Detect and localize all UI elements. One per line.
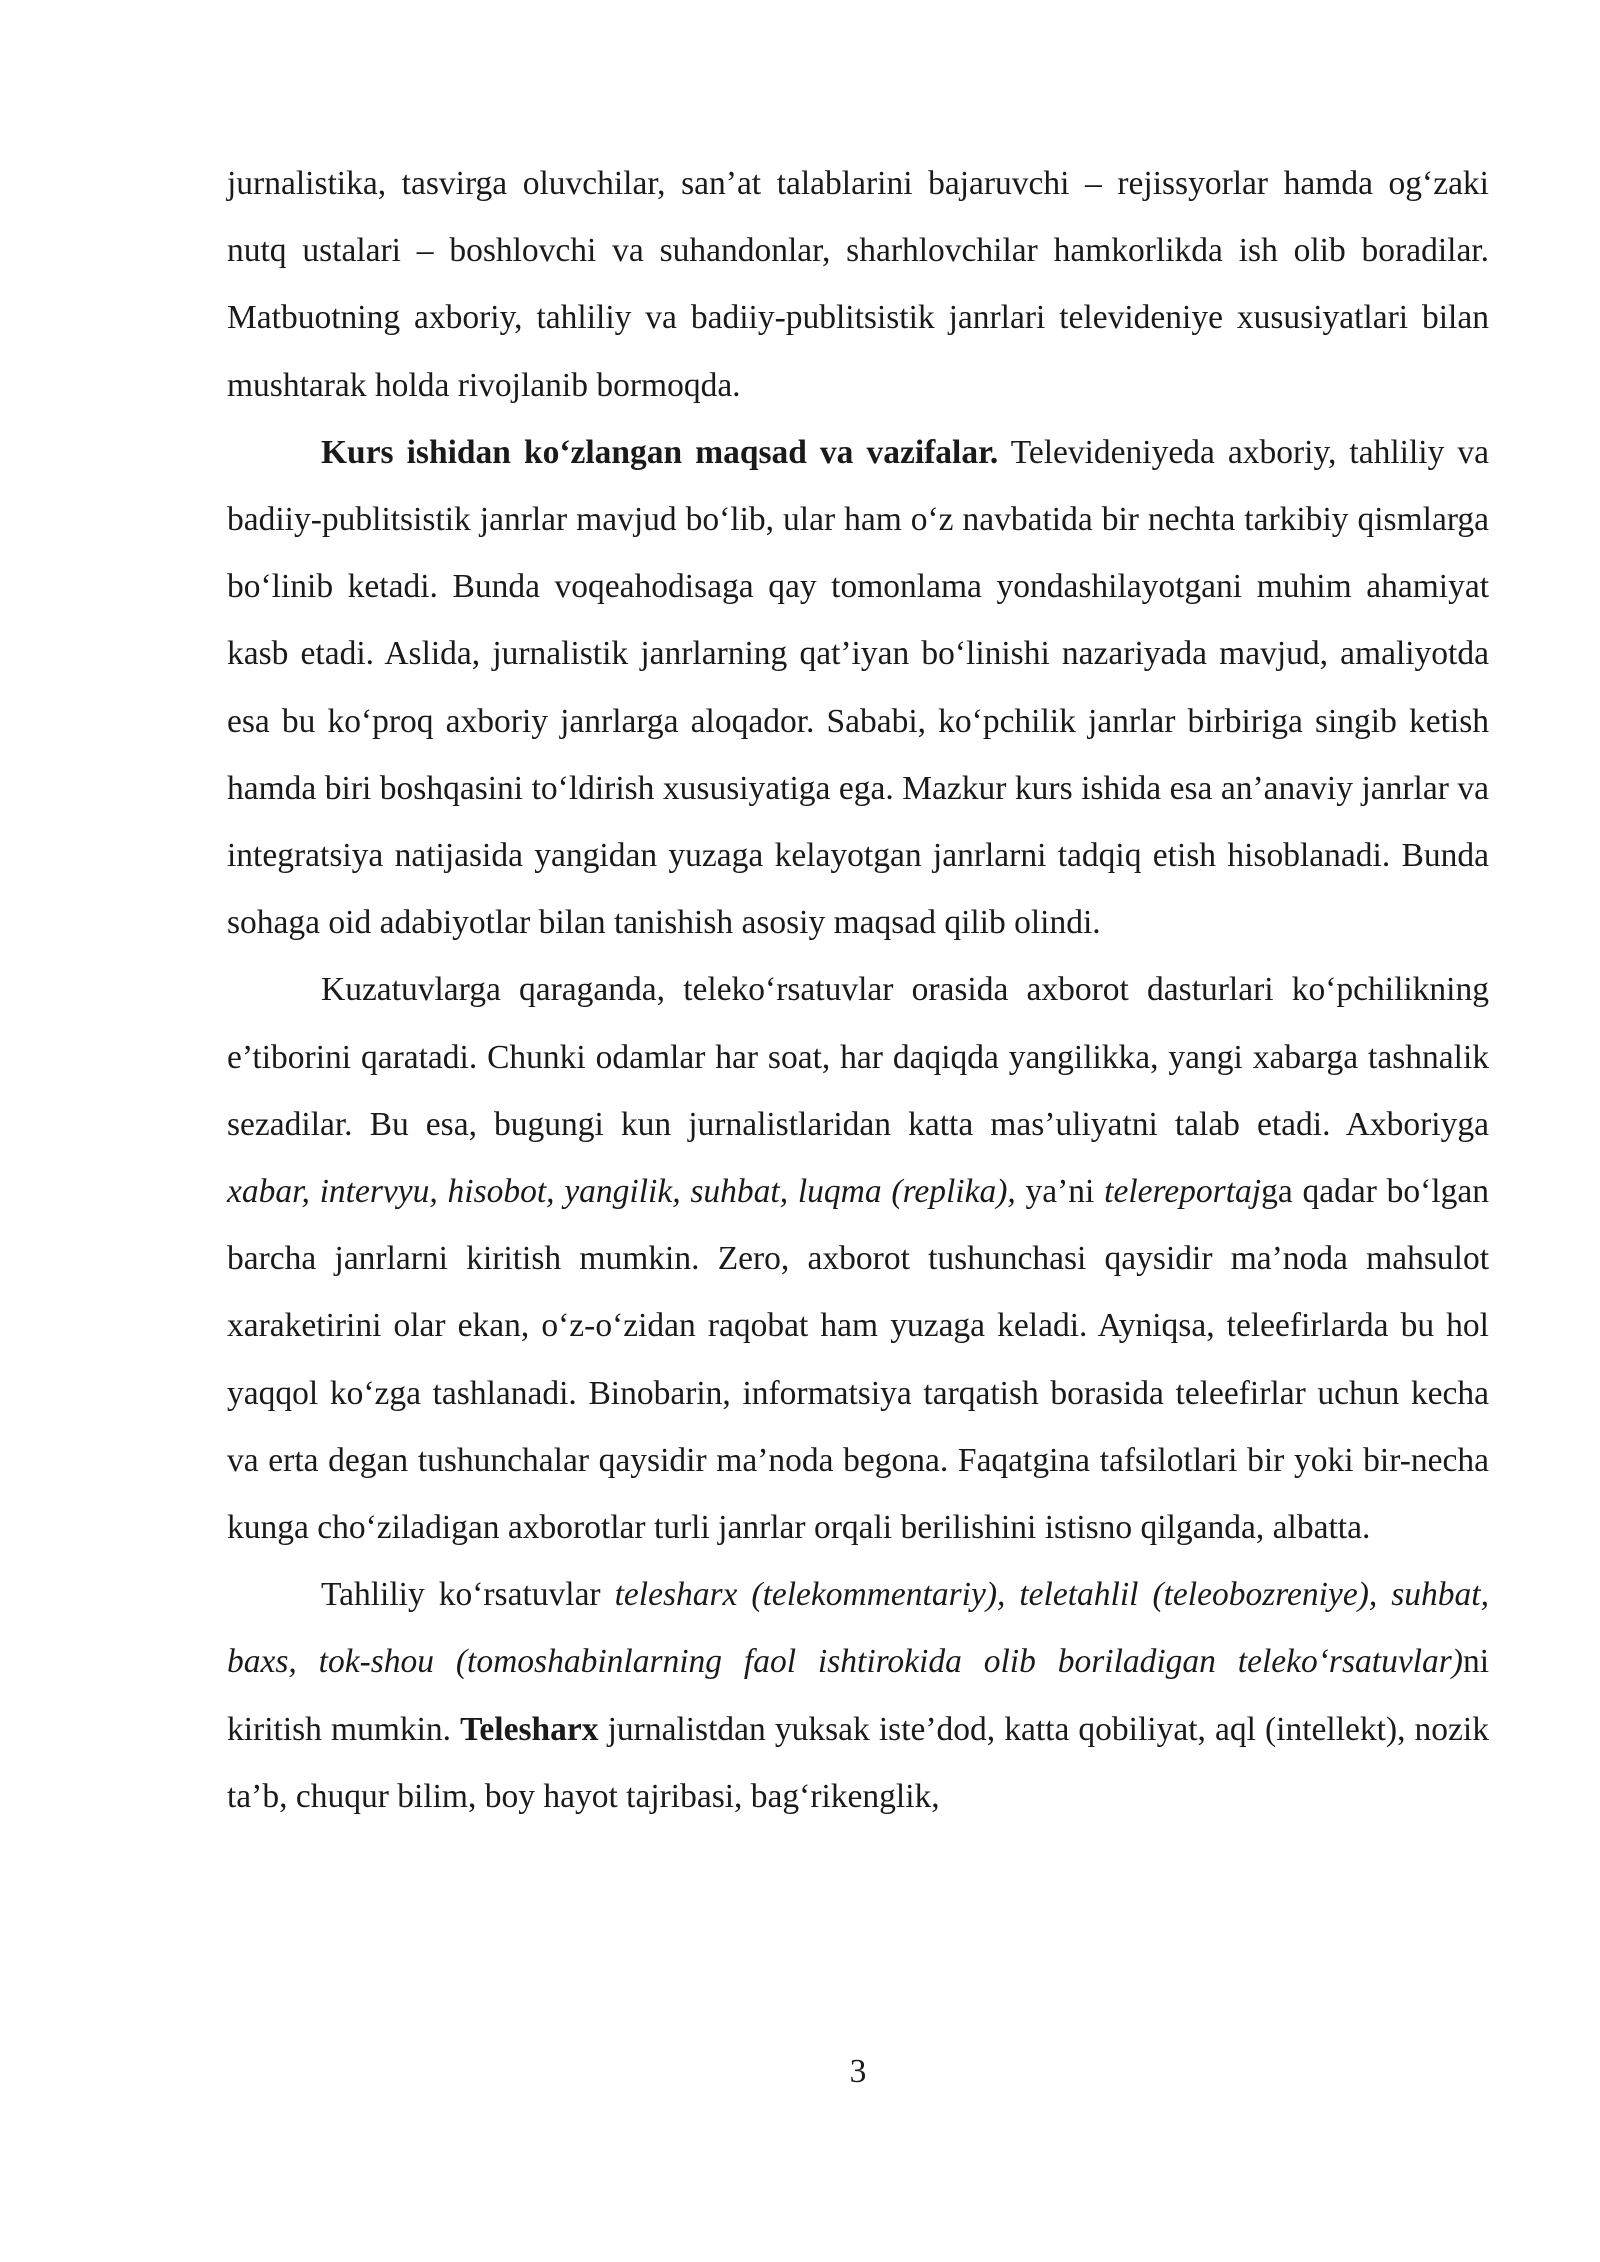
paragraph-4	[227, 1561, 1489, 1830]
paragraph-3-text-1: Kuzatuvlarga qaraganda, teleko‘rsatuvlar orasida axborot dasturlari ko‘pchilikning e’tiborini qaratadi. Chunki odamlar har soat, har daqiqda yangilikka, yangi xabarga tashnalik sezadilar. Bu esa, bugungi kun jurnalistlaridan katta mas’uliyatni talab etadi. Axboriyga	[227, 971, 1489, 1143]
paragraph-2	[227, 419, 1489, 957]
paragraph-4-text-3: jurnalistdan yuksak iste’dod, katta qobiliyat, aql (intellekt), nozik ta’b, chuqur bilim, boy hayot tajribasi, bag‘rikenglik,	[227, 1710, 1489, 1815]
paragraph-4-text-2: ni kiritish mumkin.	[227, 1643, 1489, 1748]
paragraph-2-text: Televideniyeda axboriy, tahliliy va badiiy-publitsistik janrlar mavjud bo‘lib, ular ham o‘z navbatida bir nechta tarkibiy qismlarga bo‘linib ketadi. Bunda voqeahodisaga qay tomonlama yondashilayotgani muhim ahamiyat kasb etadi. Aslida, jurnalistik janrlarning qat’iyan bo‘linishi nazariyada mavjud, amaliyotda esa bu ko‘proq axboriy janrlarga aloqador. Sababi, ko‘pchilik janrlar birbiriga singib ketish hamda biri boshqasini to‘ldirish xususiyatiga ega. Mazkur kurs ishida esa an’anaviy janrlar va integratsiya natijasida yangidan yuzaga kelayotgan janrlarni tadqiq etish hisoblanadi. Bunda sohaga oid adabiyotlar bilan tanishish asosiy maqsad qilib olindi.	[227, 433, 1489, 942]
paragraph-4-italic-1: telesharx (telekommentariy), teletahlil (teleobozreniye), suhbat, baxs, tok-shou (tomoshabinlarning faol ishtirokida olib boriladigan teleko‘rsatuvlar)	[227, 1576, 1489, 1681]
paragraph-4-bold-term: Telesharx	[460, 1710, 599, 1748]
paragraph-3-text-3: ga qadar bo‘lgan barcha janrlarni kiritish mumkin. Zero, axborot tushunchasi qaysidir ma’noda mahsulot xaraketirini olar ekan, o‘z-o‘zidan raqobat ham yuzaga keladi. Ayniqsa, teleefirlarda bu hol yaqqol ko‘zga tashlanadi. Binobarin, informatsiya tarqatish borasida teleefirlar uchun kecha va erta degan tushunchalar qaysidir ma’noda begona. Faqatgina tafsilotlari bir yoki bir-necha kunga cho‘ziladigan axborotlar turli janrlar orqali berilishini istisno qilganda, albatta.	[227, 1173, 1489, 1547]
paragraph-1	[227, 150, 1489, 419]
paragraph-3-text-2: ya’ni	[1015, 1173, 1105, 1211]
paragraph-4-text-1: Tahliliy ko‘rsatuvlar	[321, 1576, 615, 1614]
paragraph-3-italic-2: telereportaj	[1104, 1173, 1262, 1211]
paragraph-1-text: jurnalistika, tasvirga oluvchilar, san’at talablarini bajaruvchi – rejissyorlar hamda og‘zaki nutq ustalari – boshlovchi va suhandonlar, sharhlovchilar hamkorlikda ish olib boradilar. Matbuotning axboriy, tahliliy va badiiy-publitsistik janrlari televideniye xususiyatlari bilan mushtarak holda rivojlanib bormoqda.	[227, 165, 1489, 404]
paragraph-3-italic-1: xabar, intervyu, hisobot, yangilik, suhbat, luqma (replika),	[227, 1173, 1016, 1211]
body-text	[227, 150, 1489, 1830]
section-heading: Kurs ishidan ko‘zlangan maqsad va vazifalar.	[321, 433, 999, 471]
paragraph-3	[227, 956, 1489, 1561]
page-number: 3	[849, 2053, 867, 2090]
